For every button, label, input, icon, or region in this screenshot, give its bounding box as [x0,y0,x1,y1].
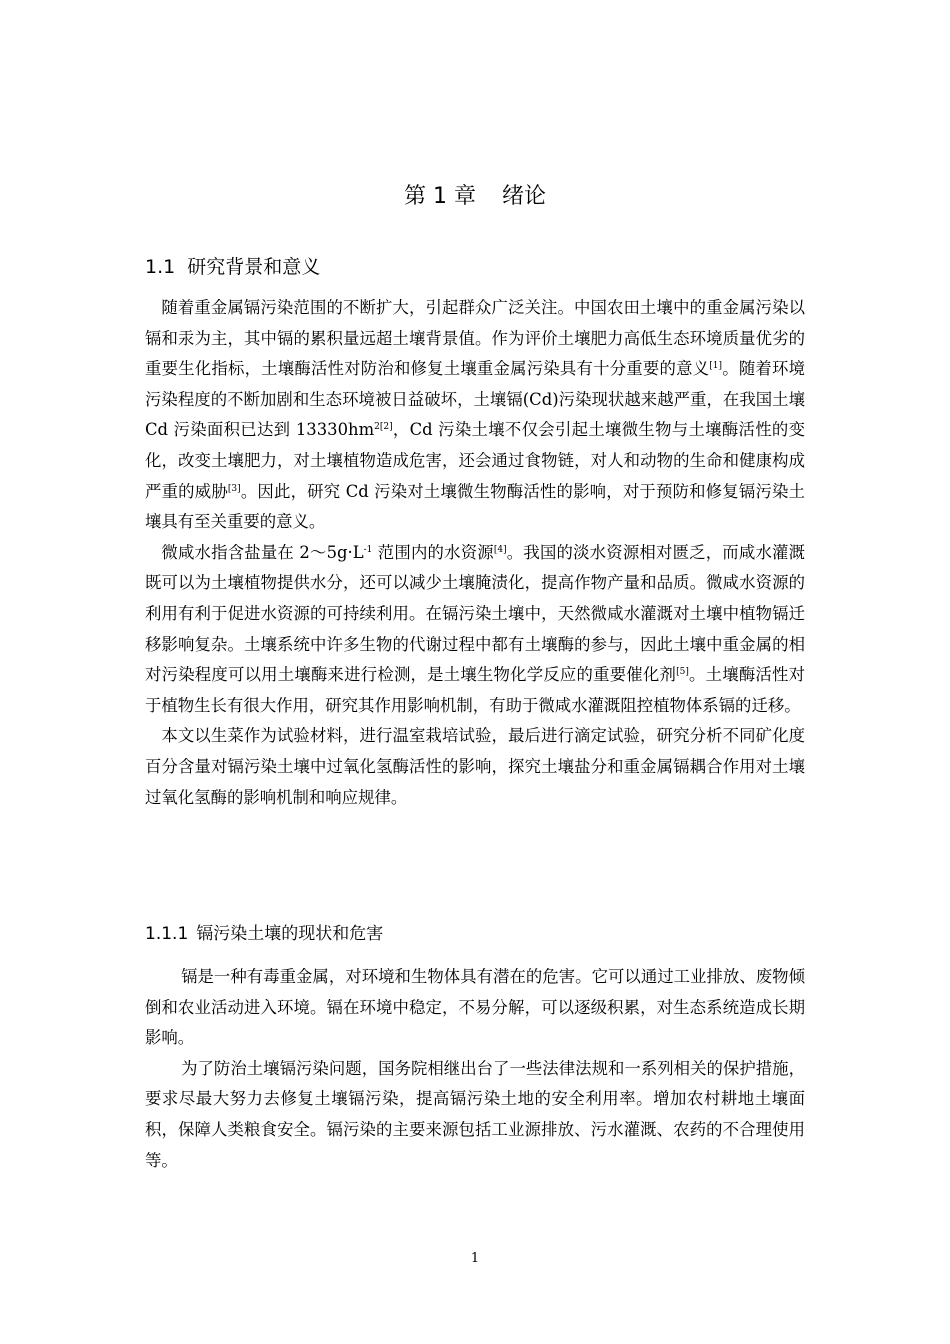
citation-superscript: [4] [493,544,507,555]
chapter-number: 第 1 章 [404,184,476,209]
section-title: 镉污染土壤的现状和危害 [196,924,384,944]
paragraph [145,538,805,722]
chapter-title [0,180,950,214]
chapter-name: 绪论 [501,184,546,209]
citation-superscript: -1 [363,544,373,555]
citation-superscript: 2[2] [374,422,393,433]
text-run: 范围内的水资源 [372,542,494,562]
section-number: 1.1 [145,256,176,278]
section-number: 1.1.1 [145,924,189,944]
text-run: 随着重金属镉污染范围的不断扩大，引起群众广泛关注。中国农田土壤中的重金属污染以镉和汞为主，其中镉的累积量远超土壤背景值。作为评价土壤肥力高低生态环境质量优劣的重要生化指标，土壤酶活性对防治和修复土壤重金属污染具有十分重要的意义 [145,298,805,379]
text-run: 微咸水指含盐量在 2～5g·L [161,542,364,562]
citation-superscript: [5] [676,667,689,678]
section-heading-1-1 [145,253,320,281]
paragraph: 镉是一种有毒重金属，对环境和生物体具有潜在的危害。它可以通过工业排放、废物倾倒和农业活动进入环境。镉在环境中稳定，不易分解，可以逐级积累，对生态系统造成长期影响。 [145,967,805,1048]
text-run: 。因此，研究 Cd 污染对土壤微生物酶活性的影响，对于预防和修复镉污染土壤具有至关重要的意义。 [145,481,806,532]
citation-superscript: [3] [227,483,241,494]
text-run: 。土壤酶活性对于植物生长有很大作用，研究其作用影响机制，有助于微咸水灌溉阻控植物体系镉的迁移。 [145,665,806,715]
text-run: 。随着环境污染程度的不断加剧和生态环境被日益破坏，土壤镉(Cd)污染现状越来越严重，在我国土壤 Cd 污染面积已达到 13330hm [145,359,806,440]
section-1-1-body [145,293,805,813]
text-run: 。我国的淡水资源相对匮乏，而咸水灌溉既可以为土壤植物提供水分，还可以减少土壤腌渍化，提高作物产量和品质。微咸水资源的利用有利于促进水资源的可持续利用。在镉污染土壤中，天然微咸水灌溉对土壤中植物镉迁移影响复杂。土壤系统中许多生物的代谢过程中都有土壤酶的参与，因此土壤中重金属的相对污染程度可以用土壤酶来进行检测，是土壤生物化学反应的重要催化剂 [145,542,806,685]
section-1-1-1-body [145,962,805,1176]
text-run: 本文以生菜作为试验材料，进行温室栽培试验，最后进行滴定试验，研究分析不同矿化度百分含量对镉污染土壤中过氧化氢酶活性的影响，探究土壤盐分和重金属镉耦合作用对土壤过氧化氢酶的影响机制和响应规律。 [145,726,805,807]
section-title: 研究背景和意义 [187,256,321,278]
text-run: ，Cd 污染土壤不仅会引起土壤微生物与土壤酶活性的变化，改变土壤肥力，对土壤植物造成危害，还会通过食物链，对人和动物的生命和健康构成严重的威胁 [145,420,805,501]
paragraph [145,293,805,538]
page-number: 1 [470,1251,480,1266]
section-heading-1-1-1 [145,920,383,948]
citation-superscript: [1] [709,361,723,372]
paragraph [145,721,805,813]
paragraph: 为了防治土壤镉污染问题，国务院相继出台了一些法律法规和一系列相关的保护措施，要求尽最大努力去修复土壤镉污染，提高镉污染土地的安全利用率。增加农村耕地土壤面积，保障人类粮食安全。镉污染的主要来源包括工业源排放、污水灌溉、农药的不合理使用等。 [145,1058,805,1170]
